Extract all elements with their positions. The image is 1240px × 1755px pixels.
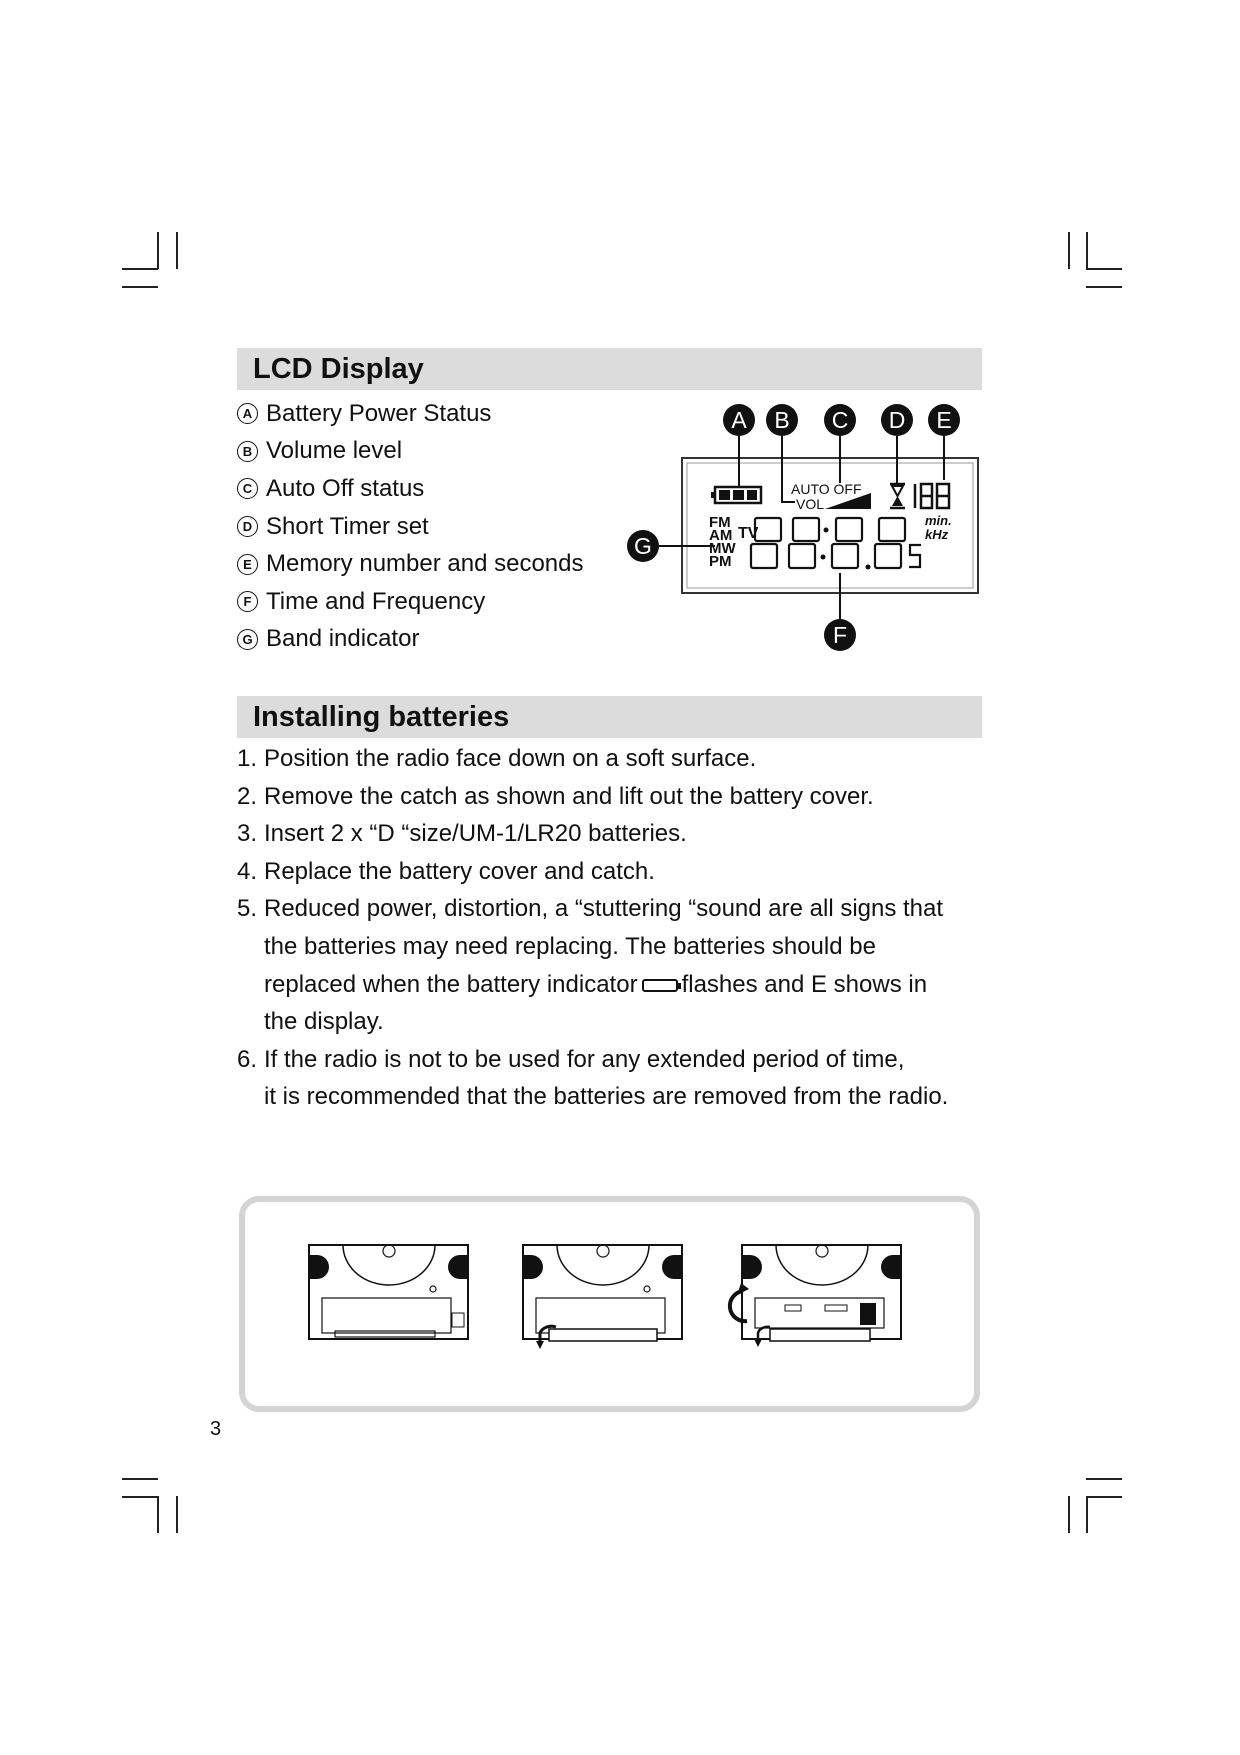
step-line — [264, 966, 997, 1004]
step-item — [237, 815, 997, 853]
step-number: 5. — [237, 895, 258, 923]
step-text — [264, 1041, 997, 1116]
crop-mark — [176, 1496, 178, 1533]
band-fm: FM — [709, 514, 731, 531]
step-number: 2. — [237, 782, 258, 810]
digit-4 — [875, 518, 905, 568]
empty-battery-icon — [642, 979, 678, 992]
legend-label: Memory number and seconds — [266, 550, 584, 578]
crop-mark — [1086, 1478, 1122, 1480]
crop-mark — [1086, 286, 1122, 288]
digit-1 — [751, 518, 781, 568]
lcd-min-label: min. — [925, 513, 952, 528]
lcd-khz-label: kHz — [925, 527, 949, 542]
step-line: the display. — [264, 1008, 384, 1036]
step-number: 1. — [237, 745, 258, 772]
legend-letter: A — [237, 403, 258, 424]
legend-letter: F — [237, 591, 258, 612]
band-pm: PM — [709, 553, 732, 570]
installing-batteries-heading: Installing batteries — [237, 696, 982, 738]
legend-letter: B — [237, 441, 258, 462]
crop-mark — [157, 232, 159, 269]
legend-letter: E — [237, 554, 258, 575]
lcd-display-heading: LCD Display — [237, 348, 982, 390]
lcd-vol-label: VOL — [796, 496, 825, 512]
step-text: Replace the battery cover and catch. — [264, 857, 655, 885]
legend-label: Short Timer set — [266, 512, 429, 540]
step-number: 6. — [237, 1045, 258, 1073]
lcd-main-segment — [615, 395, 985, 665]
crop-mark — [1086, 268, 1122, 270]
svg-text:G: G — [634, 533, 652, 559]
step-number: 4. — [237, 857, 258, 885]
step-line: If the radio is not to be used for any extended period of time, — [264, 1045, 905, 1073]
step-text: Position the radio face down on a soft surface. — [264, 745, 757, 772]
step-text: Insert 2 x “D “size/UM-1/LR20 batteries. — [264, 820, 687, 848]
crop-mark — [1068, 232, 1070, 269]
seconds-digit — [909, 545, 921, 567]
step-item — [237, 853, 997, 891]
step-item — [237, 1041, 997, 1116]
step-text — [264, 890, 997, 1040]
crop-mark — [157, 1496, 159, 1533]
crop-mark — [122, 1496, 158, 1498]
legend-letter: C — [237, 478, 258, 499]
step-number: 3. — [237, 820, 258, 848]
svg-text:A: A — [731, 407, 747, 433]
lcd-tv-label: TV — [738, 525, 759, 542]
legend-item-e — [237, 545, 637, 583]
svg-text:E: E — [936, 407, 952, 433]
crop-mark — [122, 268, 158, 270]
legend-item-a — [237, 395, 637, 433]
crop-mark — [1086, 1496, 1088, 1533]
legend-label: Band indicator — [266, 625, 420, 653]
step-line: the batteries may need replacing. The batteries should be — [264, 932, 876, 960]
crop-mark — [1086, 232, 1088, 269]
radio-illustration-1 — [307, 1243, 472, 1346]
legend-item-c — [237, 470, 637, 508]
crop-mark — [176, 232, 178, 269]
step-line-part: replaced when the battery indicator — [264, 970, 638, 998]
lcd-legend — [237, 395, 637, 658]
legend-label: Auto Off status — [266, 474, 425, 502]
step-item — [237, 740, 997, 778]
band-mw: MW — [709, 540, 736, 557]
battery-steps — [237, 740, 997, 1116]
step-line: Reduced power, distortion, a “stuttering “sound are all signs that — [264, 895, 944, 923]
crop-mark — [1086, 1496, 1122, 1498]
page-number: 3 — [210, 1418, 222, 1440]
digit-2 — [789, 518, 819, 568]
legend-label: Time and Frequency — [266, 587, 486, 615]
crop-mark — [122, 1478, 158, 1480]
step-item — [237, 890, 997, 1040]
svg-text:B: B — [774, 407, 790, 433]
step-text: Remove the catch as shown and lift out the battery cover. — [264, 782, 874, 810]
digit-3 — [832, 518, 862, 568]
legend-label: Battery Power Status — [266, 399, 492, 427]
seven-segment-digits — [751, 518, 921, 568]
svg-text:C: C — [831, 407, 849, 433]
crop-mark — [122, 286, 158, 288]
radio-illustration-2 — [521, 1243, 686, 1353]
svg-text:D: D — [888, 407, 906, 433]
legend-label: Volume level — [266, 437, 403, 465]
step-line-part: flashes and E shows in — [681, 970, 928, 998]
legend-item-g — [237, 621, 637, 659]
legend-letter: G — [237, 629, 258, 650]
legend-item-d — [237, 508, 637, 546]
crop-mark — [1068, 1496, 1070, 1533]
band-am: AM — [709, 527, 733, 544]
legend-item-b — [237, 433, 637, 471]
legend-letter: D — [237, 516, 258, 537]
step-item — [237, 778, 997, 816]
step-line: it is recommended that the batteries are removed from the radio. — [264, 1083, 949, 1111]
radio-illustration-3 — [725, 1243, 905, 1353]
legend-item-f — [237, 583, 637, 621]
lcd-auto-off-label: AUTO OFF — [791, 481, 862, 497]
svg-text:F: F — [832, 622, 848, 648]
